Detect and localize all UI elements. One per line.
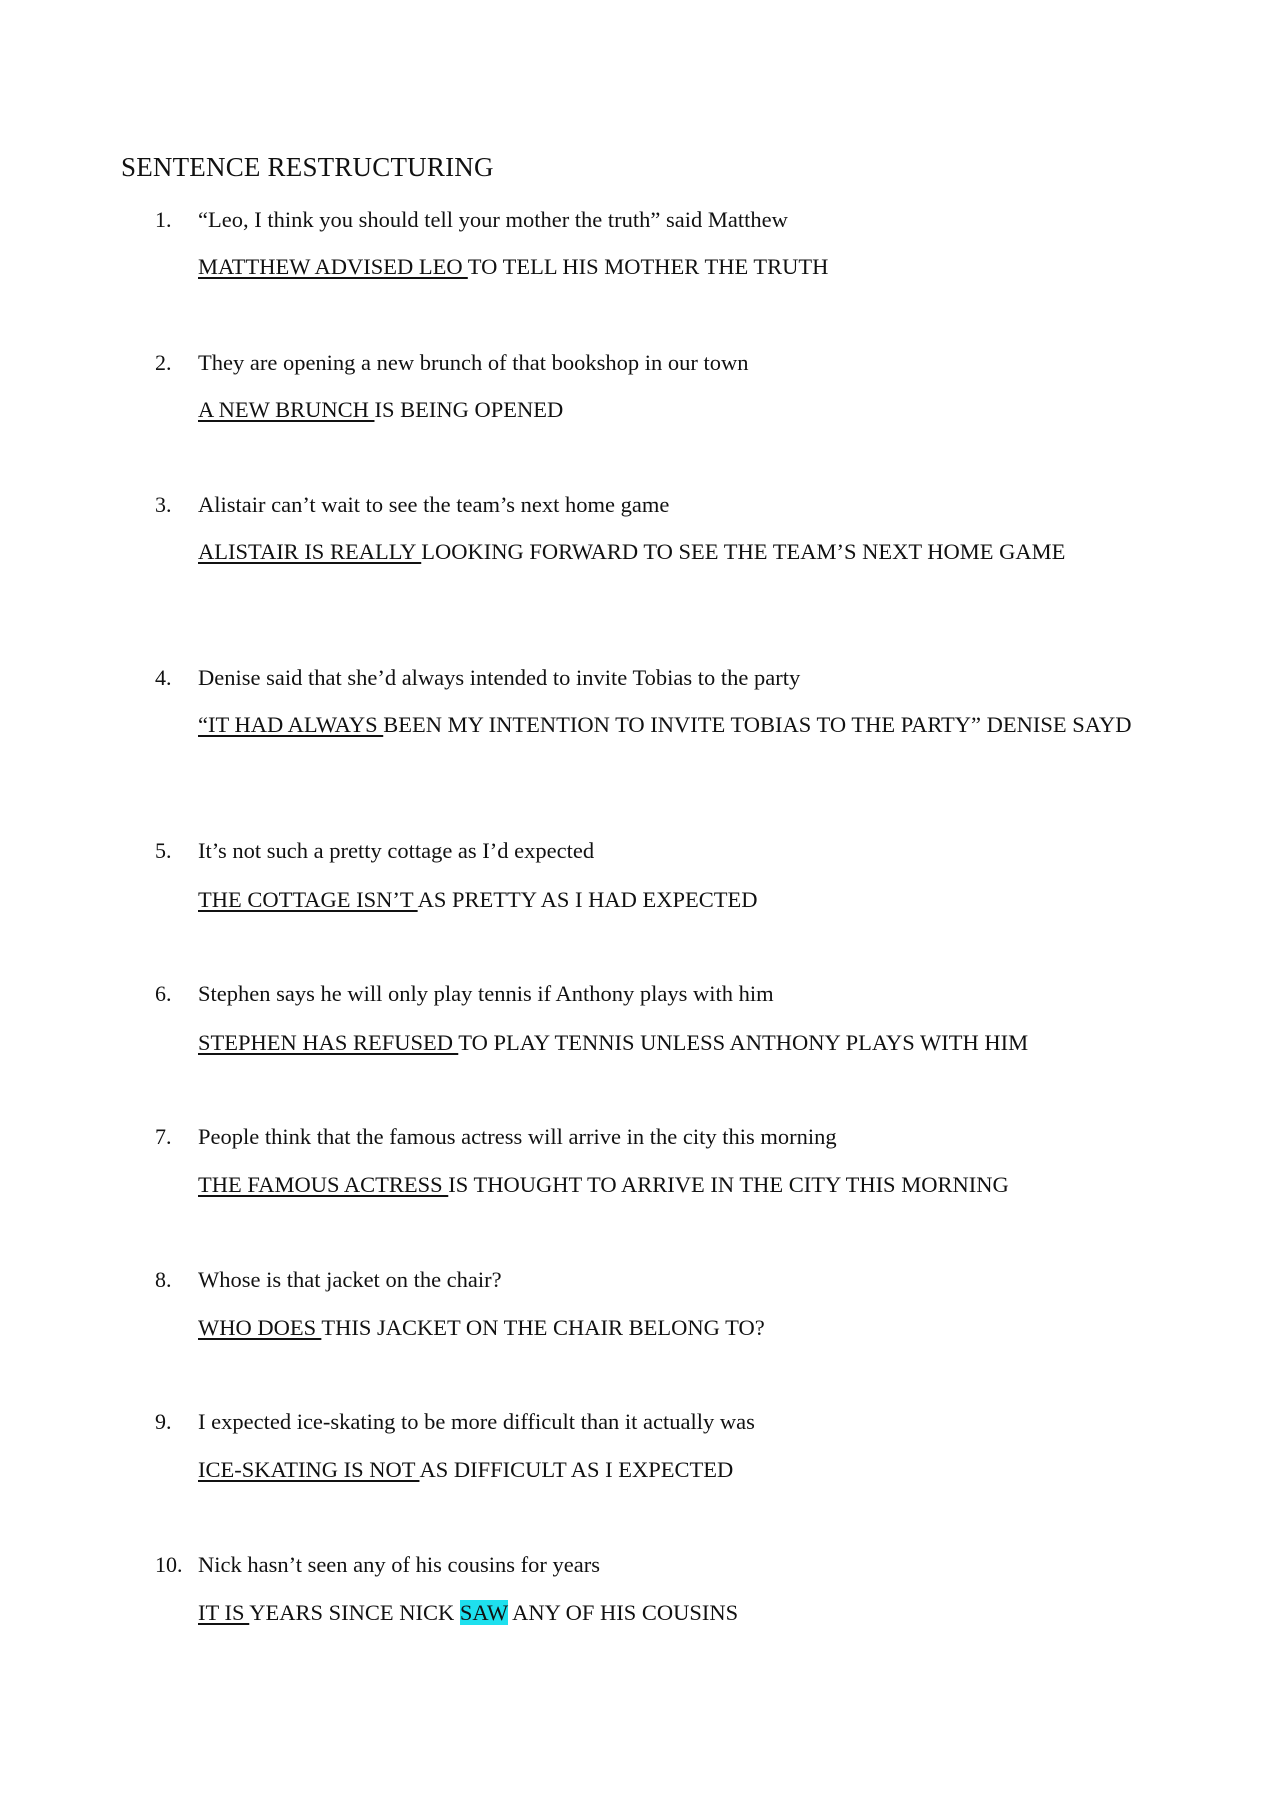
item-number: 4. [155,665,172,690]
item-number: 3. [155,492,172,517]
item-answer [198,1455,1166,1485]
item-answer [198,537,1166,567]
item-number: 7. [155,1124,172,1149]
item-number: 5. [155,838,172,863]
answer-rest: THIS JACKET ON THE CHAIR BELONG TO? [321,1315,765,1340]
answer-rest: LOOKING FORWARD TO SEE THE TEAM’S NEXT HOME GAME [421,539,1066,564]
item-question: Alistair can’t wait to see the team’s next home game [198,492,670,517]
answer-underlined: THE FAMOUS ACTRESS [198,1172,449,1197]
item-question: They are opening a new brunch of that bookshop in our town [198,350,749,375]
answer-underlined: MATTHEW ADVISED LEO [198,254,468,279]
item-answer [198,1170,1166,1200]
answer-rest: AS PRETTY AS I HAD EXPECTED [417,887,758,912]
item-question: “Leo, I think you should tell your mother the truth” said Matthew [198,207,788,232]
item-question: I expected ice-skating to be more difficult than it actually was [198,1409,755,1434]
answer-rest: TO TELL HIS MOTHER THE TRUTH [467,254,829,279]
item-answer [198,710,1166,740]
item-question: Stephen says he will only play tennis if Anthony plays with him [198,981,774,1006]
answer-mid: YEARS SINCE NICK [249,1600,460,1625]
item-number: 8. [155,1267,172,1292]
answer-rest: IS BEING OPENED [374,397,564,422]
answer-underlined: WHO DOES [198,1315,322,1340]
item-question: Denise said that she’d always intended to invite Tobias to the party [198,665,801,690]
answer-underlined: STEPHEN HAS REFUSED [198,1030,459,1055]
item-answer [198,885,1166,915]
item-number: 1. [155,207,172,232]
item-question: It’s not such a pretty cottage as I’d expected [198,838,595,863]
answer-rest: AS DIFFICULT AS I EXPECTED [419,1457,734,1482]
answer-rest: TO PLAY TENNIS UNLESS ANTHONY PLAYS WITH HIM [458,1030,1029,1055]
item-answer [198,395,1166,425]
item-number: 2. [155,350,172,375]
item-number: 6. [155,981,172,1006]
item-answer [198,252,1166,282]
item-question: Nick hasn’t seen any of his cousins for years [198,1552,600,1577]
item-answer [198,1028,1166,1058]
answer-rest: ANY OF HIS COUSINS [507,1600,739,1625]
page-title: SENTENCE RESTRUCTURING [121,152,494,182]
highlighted-word: SAW [459,1600,508,1625]
item-answer [198,1598,1166,1628]
answer-rest: BEEN MY INTENTION TO INVITE TOBIAS TO THE PARTY” DENISE SAYD [383,712,1132,737]
item-number: 9. [155,1409,172,1434]
item-answer [198,1313,1166,1343]
answer-underlined: IT IS [198,1600,250,1625]
answer-underlined: “IT HAD ALWAYS [198,712,384,737]
item-question: Whose is that jacket on the chair? [198,1267,502,1292]
item-number: 10. [155,1552,183,1577]
answer-underlined: ALISTAIR IS REALLY [198,539,422,564]
answer-underlined: A NEW BRUNCH [198,397,375,422]
answer-rest: IS THOUGHT TO ARRIVE IN THE CITY THIS MORNING [448,1172,1009,1197]
answer-underlined: THE COTTAGE ISN’T [198,887,418,912]
answer-underlined: ICE-SKATING IS NOT [198,1457,420,1482]
item-question: People think that the famous actress will arrive in the city this morning [198,1124,837,1149]
